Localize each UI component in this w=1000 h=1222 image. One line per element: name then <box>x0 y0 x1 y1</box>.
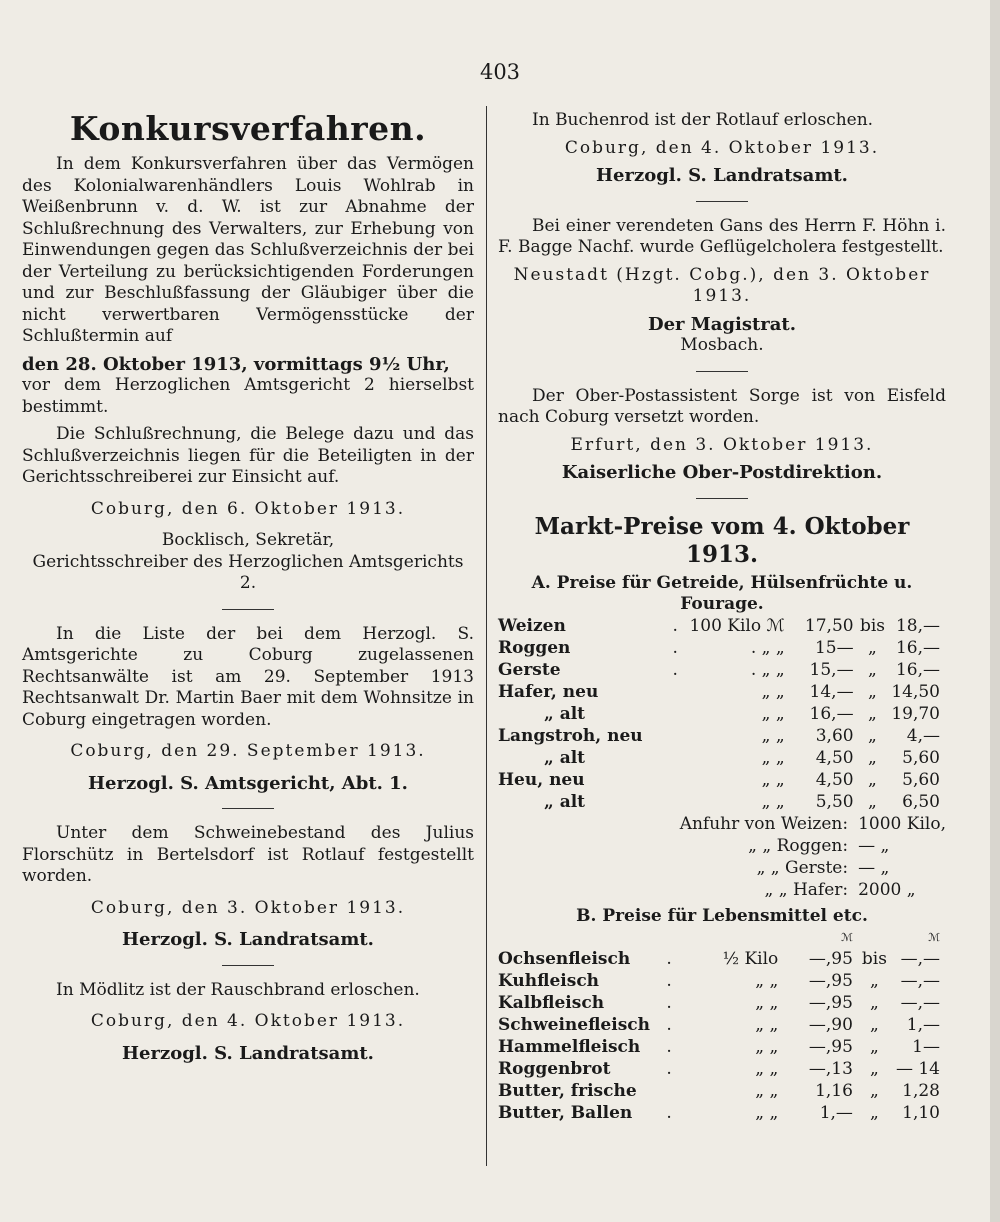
buchenrod-signature: Herzogl. S. Landratsamt. <box>596 165 848 186</box>
food-name: Hammelfleisch <box>498 1036 641 1057</box>
anwalt-text: In die Liste der bei dem Herzogl. S. Amtsgerichte zu Coburg zugelassenen Rechtsanwälte ist am 29. September 1913 Rechtsanwalt Dr. Martin Baer mit dem Wohnsitze in Coburg eingetragen worden. <box>22 623 474 730</box>
grain-quantity: „ „ <box>761 769 785 790</box>
supply-label: „ „ Hafer: <box>764 879 849 900</box>
grain-row <box>498 660 946 682</box>
grain-price-low: 3,60 <box>815 725 854 746</box>
food-separator: „ <box>870 1102 879 1123</box>
grain-row <box>498 638 946 660</box>
food-separator: „ <box>870 1014 879 1035</box>
grain-row <box>498 704 946 726</box>
food-quantity: „ „ <box>755 1058 779 1079</box>
food-quantity: „ „ <box>755 1014 779 1035</box>
supply-value: 1000 Kilo, <box>858 813 946 834</box>
food-price-low: 1,16 <box>815 1080 853 1101</box>
konkurs-heading: Konkursverfahren. <box>69 109 427 148</box>
separator-rule <box>696 371 748 372</box>
grain-price-table <box>498 616 946 814</box>
separator-rule <box>222 808 274 809</box>
food-dot: . <box>666 1102 672 1123</box>
supply-label: „ „ Roggen: <box>748 835 849 856</box>
food-price-high: 1,10 <box>902 1102 940 1123</box>
grain-row <box>498 770 946 792</box>
anwalt-place-date: Coburg, den 29. September 1913. <box>70 741 426 761</box>
grain-name: Heu, neu <box>498 769 585 790</box>
food-quantity: „ „ <box>755 1102 779 1123</box>
grain-name: Gerste <box>498 659 561 680</box>
food-separator: „ <box>870 1080 879 1101</box>
grain-name: „ alt <box>544 747 586 768</box>
grain-dot <box>661 770 690 792</box>
grain-dot: . <box>672 637 678 658</box>
grain-quantity: „ „ <box>761 725 785 746</box>
food-dot: . <box>666 1036 672 1057</box>
post-place-date: Erfurt, den 3. Oktober 1913. <box>570 434 874 455</box>
food-price-high: 1— <box>912 1036 940 1057</box>
grain-price-high: 6,50 <box>902 791 940 812</box>
grain-price-high: 5,60 <box>902 747 940 768</box>
food-price-low: —,13 <box>808 1058 853 1079</box>
separator-rule <box>696 498 748 499</box>
grain-name: Langstroh, neu <box>498 725 643 746</box>
food-price-low: —,90 <box>808 1014 853 1035</box>
section-b-heading: B. Preise für Lebensmittel etc. <box>576 905 868 926</box>
unit-mark: ℳ <box>841 931 853 944</box>
konkurs-signature-2: Gerichtsschreiber des Herzoglichen Amtsgerichts 2. <box>32 551 464 593</box>
separator-rule <box>222 609 274 610</box>
post-signature: Kaiserliche Ober-Postdirektion. <box>561 462 883 483</box>
grain-price-low: 17,50 <box>804 615 854 636</box>
food-separator: bis <box>861 948 887 969</box>
grain-dot: . <box>672 659 678 680</box>
supply-label: Anfuhr von Weizen: <box>679 813 849 834</box>
gans-signature-2: Mosbach. <box>680 335 764 355</box>
grain-dot <box>661 792 690 814</box>
grain-price-low: 16,— <box>809 703 854 724</box>
grain-quantity: . „ „ <box>750 637 785 658</box>
grain-separator: „ <box>868 725 877 746</box>
grain-price-low: 5,50 <box>815 791 854 812</box>
food-name: Roggenbrot <box>498 1058 611 1079</box>
food-row <box>498 993 946 1015</box>
grain-name: „ alt <box>544 703 586 724</box>
grain-dot <box>661 748 690 770</box>
unit-row <box>498 927 946 949</box>
grain-row <box>498 682 946 704</box>
grain-price-high: 16,— <box>895 637 940 658</box>
buchenrod-place-date: Coburg, den 4. Oktober 1913. <box>564 137 880 158</box>
food-quantity: „ „ <box>755 1080 779 1101</box>
supply-label: „ „ Gerste: <box>756 857 849 878</box>
supply-value: — „ <box>858 857 890 878</box>
grain-price-high: 5,60 <box>902 769 940 790</box>
supply-value: — „ <box>858 835 890 856</box>
food-dot: . <box>666 948 672 969</box>
food-dot: . <box>666 970 672 991</box>
grain-quantity: . „ „ <box>750 659 785 680</box>
grain-dot <box>661 704 690 726</box>
grain-separator: „ <box>868 703 877 724</box>
food-price-low: —,95 <box>808 948 853 969</box>
supply-value: 2000 „ <box>858 879 916 900</box>
grain-price-high: 18,— <box>895 615 940 636</box>
column-divider <box>486 106 487 1166</box>
gans-text: Bei einer verendeten Gans des Herrn F. Höhn i. F. Bagge Nachf. wurde Geflügelcholera festgestellt. <box>498 215 946 257</box>
grain-separator: „ <box>868 747 877 768</box>
food-quantity: „ „ <box>755 1036 779 1057</box>
food-quantity: ½ Kilo <box>722 948 779 969</box>
grain-row <box>498 792 946 814</box>
food-price-table <box>498 927 946 1125</box>
grain-quantity: „ „ <box>761 681 785 702</box>
separator-rule <box>696 201 748 202</box>
gans-signature-1: Der Magistrat. <box>648 313 796 335</box>
grain-dot <box>661 682 690 704</box>
grain-separator: „ <box>868 769 877 790</box>
grain-separator: „ <box>868 637 877 658</box>
grain-price-low: 15,— <box>809 659 854 680</box>
grain-quantity: „ „ <box>761 703 785 724</box>
anwalt-signature: Herzogl. S. Amtsgericht, Abt. 1. <box>88 772 408 794</box>
supply-rows <box>498 814 946 902</box>
market-title: Markt-Preise vom 4. Oktober 1913. <box>534 512 910 568</box>
food-price-high: 1,— <box>906 1014 940 1035</box>
konkurs-text-3: Die Schlußrechnung, die Belege dazu und das Schlußverzeichnis liegen für die Beteiligten in der Gerichtsschreiberei zur Einsicht auf. <box>22 424 474 487</box>
buchenrod-text: In Buchenrod ist der Rotlauf erloschen. <box>532 110 874 130</box>
supply-row <box>498 836 946 858</box>
moedlitz-place-date: Coburg, den 4. Oktober 1913. <box>90 1011 406 1031</box>
food-row <box>498 1081 946 1103</box>
supply-row <box>498 858 946 880</box>
food-separator: „ <box>870 1058 879 1079</box>
grain-price-low: 4,50 <box>815 769 854 790</box>
grain-quantity: 100 Kilo ℳ <box>689 615 785 636</box>
konkurs-text: In dem Konkursverfahren über das Vermögen des Kolonialwarenhändlers Louis Wohlrab in Weißenbrunn v. d. W. ist zur Abnahme der Schlußrechnung des Verwalters, zur Erhebung von Einwendungen gegen das Schlußverzeichnis der bei der Verteilung zu berücksichtigenden Forderungen und zur Beschlußfassung der Gläubiger über die nicht verwertbaren Vermögensstücke der Schlußtermin auf <box>22 154 474 346</box>
page-edge <box>990 0 1000 1222</box>
grain-price-high: 14,50 <box>891 681 940 702</box>
food-price-low: —,95 <box>808 1036 853 1057</box>
grain-name: Hafer, neu <box>498 681 599 702</box>
food-name: Butter, Ballen <box>498 1102 633 1123</box>
food-separator: „ <box>870 1036 879 1057</box>
grain-separator: „ <box>868 681 877 702</box>
food-row <box>498 1103 946 1125</box>
grain-row <box>498 748 946 770</box>
moedlitz-signature: Herzogl. S. Landratsamt. <box>122 1042 374 1064</box>
supply-row <box>498 814 946 836</box>
rotlauf-place-date: Coburg, den 3. Oktober 1913. <box>90 897 406 918</box>
grain-separator: „ <box>868 791 877 812</box>
grain-price-high: 16,— <box>895 659 940 680</box>
grain-row <box>498 726 946 748</box>
food-price-high: 1,28 <box>902 1080 940 1101</box>
food-name: Butter, frische <box>498 1080 637 1101</box>
supply-row <box>498 880 946 902</box>
food-row <box>498 1059 946 1081</box>
food-row <box>498 971 946 993</box>
grain-price-high: 4,— <box>906 725 940 746</box>
grain-dot <box>661 726 690 748</box>
food-row <box>498 1037 946 1059</box>
food-dot <box>650 1081 688 1103</box>
supply-table <box>498 814 946 902</box>
food-name: Kuhfleisch <box>498 970 600 991</box>
rotlauf-text: Unter dem Schweinebestand des Julius Florschütz in Bertelsdorf ist Rotlauf festgestellt worden. <box>22 823 474 886</box>
food-row <box>498 1015 946 1037</box>
food-separator: „ <box>870 970 879 991</box>
konkurs-place-date: Coburg, den 6. Oktober 1913. <box>90 498 406 519</box>
food-name: Schweinefleisch <box>498 1014 650 1035</box>
food-quantity: „ „ <box>755 992 779 1013</box>
grain-rows <box>498 616 946 814</box>
food-rows <box>498 949 946 1125</box>
food-name: Kalbfleisch <box>498 992 605 1013</box>
food-quantity: „ „ <box>755 970 779 991</box>
food-price-high: —,— <box>900 948 940 969</box>
separator-rule <box>222 965 274 966</box>
grain-quantity: „ „ <box>761 747 785 768</box>
food-price-low: —,95 <box>808 970 853 991</box>
grain-dot: . <box>672 615 678 636</box>
grain-quantity: „ „ <box>761 791 785 812</box>
food-price-high: —,— <box>900 992 940 1013</box>
grain-name: Roggen <box>498 637 571 658</box>
food-price-high: —,— <box>900 970 940 991</box>
food-dot: . <box>666 1058 672 1079</box>
konkurs-signature-1: Bocklisch, Sekretär, <box>161 530 335 550</box>
rotlauf-signature: Herzogl. S. Landratsamt. <box>122 929 374 950</box>
section-a-heading: A. Preise für Getreide, Hülsenfrüchte u. Fourage. <box>531 572 913 614</box>
food-dot: . <box>666 992 672 1013</box>
right-column <box>498 110 946 1125</box>
unit-mark: ℳ <box>928 931 940 944</box>
moedlitz-text: In Mödlitz ist der Rauschbrand erloschen. <box>56 979 420 1000</box>
page-number: 403 <box>479 60 521 84</box>
food-row <box>498 949 946 971</box>
grain-name: „ alt <box>544 791 586 812</box>
grain-separator: bis <box>859 615 885 636</box>
food-separator: „ <box>870 992 879 1013</box>
food-price-high: — 14 <box>895 1058 940 1079</box>
grain-price-low: 14,— <box>809 681 854 702</box>
grain-price-low: 15— <box>814 637 854 658</box>
grain-price-high: 19,70 <box>891 703 940 724</box>
food-price-low: 1,— <box>819 1102 853 1123</box>
left-column <box>22 110 474 1064</box>
grain-name: Weizen <box>498 615 566 636</box>
food-dot: . <box>666 1014 672 1035</box>
food-name: Ochsenfleisch <box>498 948 631 969</box>
gans-place-date: Neustadt (Hzgt. Cobg.), den 3. Oktober 1913. <box>513 264 931 306</box>
grain-price-low: 4,50 <box>815 747 854 768</box>
konkurs-date: den 28. Oktober 1913, vormittags 9½ Uhr, <box>22 353 450 375</box>
konkurs-text-2: vor dem Herzoglichen Amtsgericht 2 hierselbst bestimmt. <box>22 375 474 417</box>
post-text: Der Ober-Postassistent Sorge ist von Eisfeld nach Coburg versetzt worden. <box>498 385 946 427</box>
food-price-low: —,95 <box>808 992 853 1013</box>
grain-separator: „ <box>868 659 877 680</box>
grain-row <box>498 616 946 638</box>
